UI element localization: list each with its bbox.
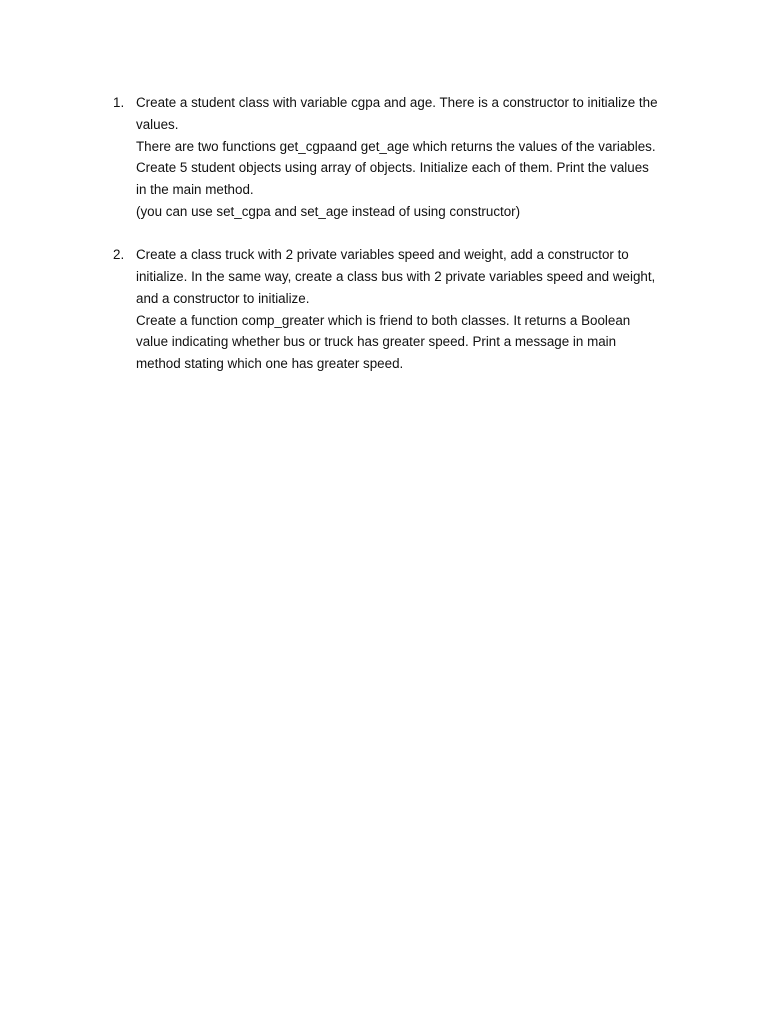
- list-item-1: [113, 92, 683, 223]
- text-line: Create a class truck with 2 private variables speed and weight, add a constructor to: [136, 247, 629, 263]
- text-line: and a constructor to initialize.: [136, 290, 310, 306]
- text-line: Create a student class with variable cgpa and age. There is a constructor to initialize the: [136, 95, 658, 110]
- list-item-text: [136, 92, 683, 223]
- list-item-2: [113, 244, 683, 375]
- text-line: There are two functions get_cgpaand get_age which returns the values of the variables.: [136, 138, 656, 154]
- text-line: Create 5 student objects using array of objects. Initialize each of them. Print the values: [136, 160, 649, 176]
- text-line: (you can use set_cgpa and set_age instead of using constructor): [136, 203, 521, 219]
- list-item-number: 1.: [113, 95, 125, 110]
- list-item-text: [136, 244, 683, 375]
- text-line: Create a function comp_greater which is friend to both classes. It returns a Boolean: [136, 312, 631, 328]
- list-item-number: 2.: [113, 247, 125, 263]
- text-line: initialize. In the same way, create a class bus with 2 private variables speed and weight,: [136, 269, 656, 285]
- text-line: in the main method.: [136, 182, 254, 198]
- text-line: values.: [136, 116, 179, 132]
- numbered-list: [113, 92, 683, 375]
- text-line: value indicating whether bus or truck has greater speed. Print a message in main: [136, 334, 617, 350]
- text-line: method stating which one has greater speed.: [136, 356, 404, 372]
